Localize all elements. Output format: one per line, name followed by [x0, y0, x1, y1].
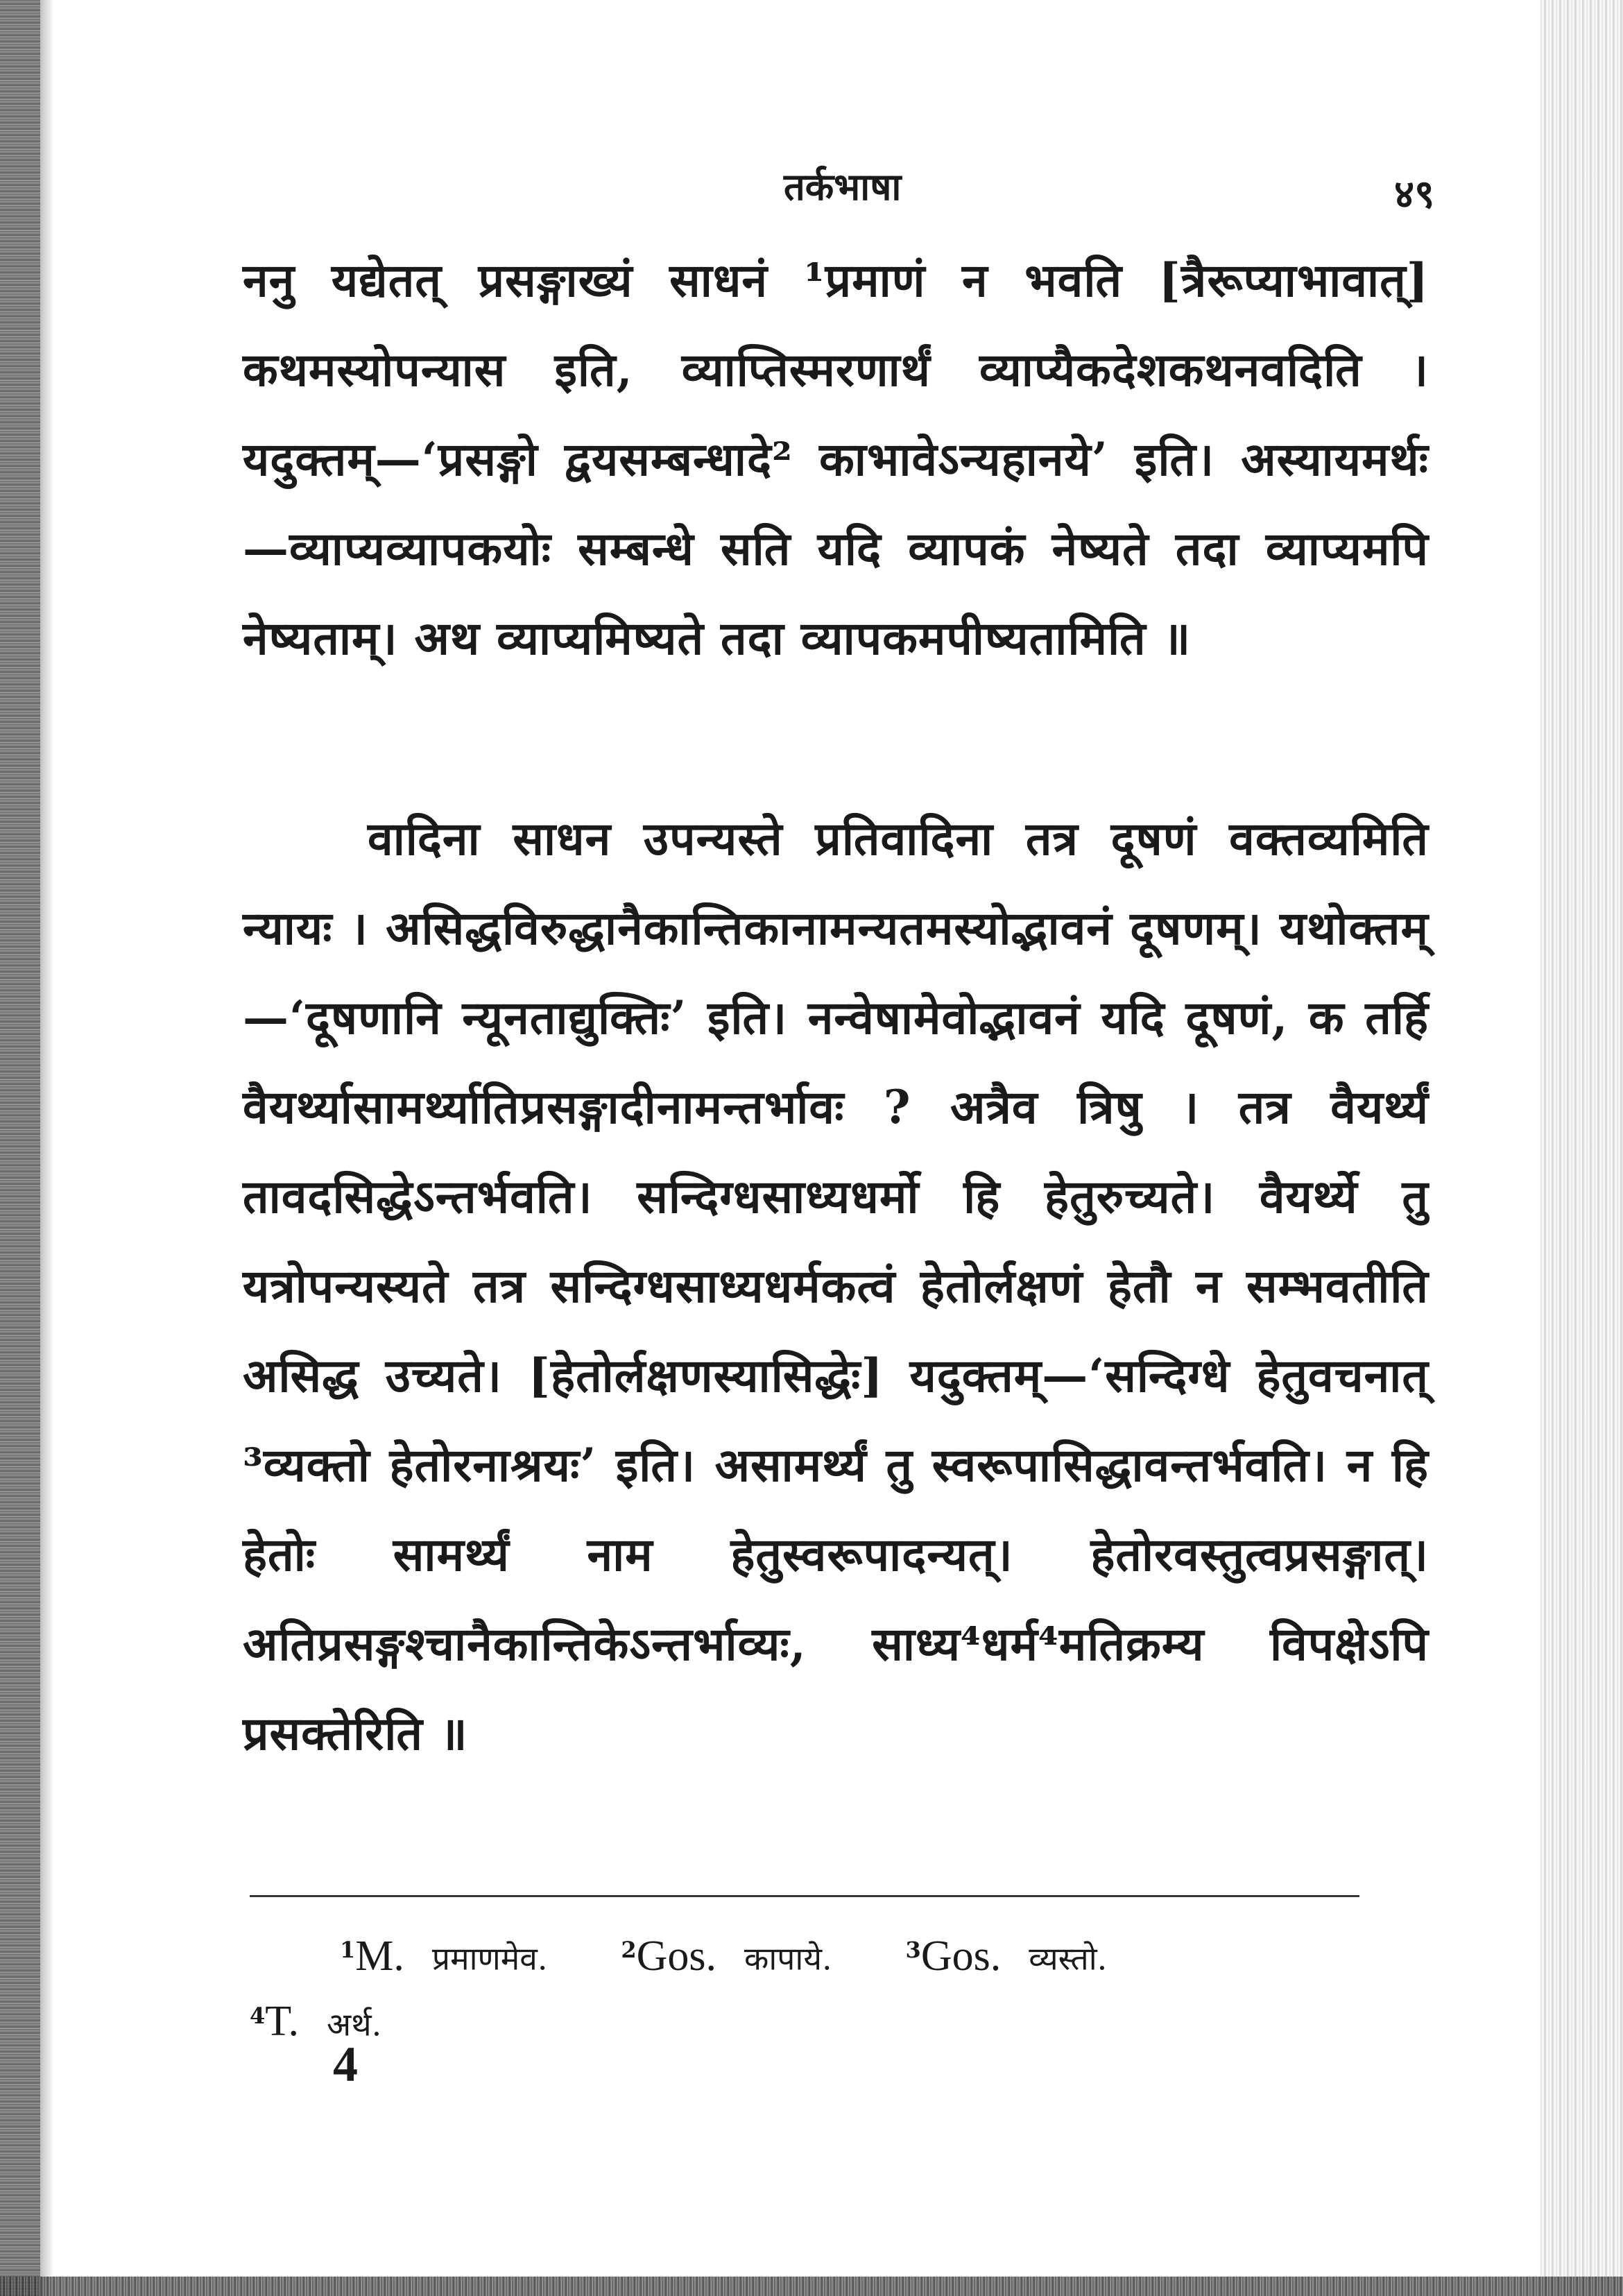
- footnote-number: 1: [340, 1937, 356, 1963]
- scan-border-right: [1540, 0, 1623, 2296]
- footnote-row-1: [250, 1921, 1394, 1987]
- paragraph-2: वादिना साधन उपन्यस्ते प्रतिवादिना तत्र दूषणं वक्तव्यमिति न्यायः । असिद्धविरुद्धानैकान्तिकानामन्यतमस्योद्भावनं दूषणम्। यथोक्तम्—‘दूषणानि न्यूनताद्युक्तिः’ इति। नन्वेषामेवोद्भावनं यदि दूषणं, क तर्हि वैयर्थ्यासामर्थ्यातिप्रसङ्गादीनामन्तर्भावः ? अत्रैव त्रिषु । तत्र वैयर्थ्यं तावदसिद्धेऽन्तर्भवति। सन्दिग्धसाध्यधर्मो हि हेतुरुच्यते। वैयर्थ्ये तु यत्रोपन्यस्यते तत्र सन्दिग्धसाध्यधर्मकत्वं हेतोर्लक्षणं हेतौ न सम्भवतीति असिद्ध उच्यते। [हेतोर्लक्षणस्यासिद्धेः] यदुक्तम्—‘सन्दिग्धे हेतुवचनात् ³व्यक्तो हेतोरनाश्रयः’ इति। असामर्थ्यं तु स्वरूपासिद्धावन्तर्भवति। न हि हेतोः सामर्थ्यं नाम हेतुस्वरूपादन्यत्। हेतोरवस्तुत्वप्रसङ्गात्। अतिप्रसङ्गश्चानैकान्तिकेऽन्तर्भाव्यः, साध्य⁴धर्म⁴मतिक्रम्य विपक्षेऽपि प्रसक्तेरिति ॥: [243, 812, 1429, 1760]
- footnote-source: M.: [355, 1932, 404, 1980]
- page-header: [0, 160, 1623, 215]
- footnote-number: 3: [905, 1937, 921, 1963]
- footnote-reading: कापाये.: [744, 1939, 832, 1978]
- scan-border-bottom: [0, 2277, 1623, 2296]
- paragraph-1: ननु यद्येतत् प्रसङ्गाख्यं साधनं ¹प्रमाणं न भवति [त्रैरूप्याभावात्] कथमस्योपन्यास इति, व्याप्तिस्मरणार्थं व्याप्यैकदेशकथनवदिति । यदुक्तम्—‘प्रसङ्गो द्वयसम्बन्धादे² काभावेऽन्यहानये’ इति। अस्यायमर्थः—व्याप्यव्यापकयोः सम्बन्धे सति यदि व्यापकं नेष्यते तदा व्याप्यमपि नेष्यताम्। अथ व्याप्यमिष्यते तदा व्यापकमपीष्यतामिति ॥: [243, 253, 1429, 665]
- footnote-1: [250, 1921, 547, 1987]
- footnote-source: Gos.: [636, 1932, 717, 1980]
- footnote-source: T.: [265, 1998, 300, 2046]
- footnote-4: [250, 1987, 381, 2053]
- footnote-number: 2: [621, 1937, 637, 1963]
- signature-mark: 4: [333, 2037, 358, 2092]
- scan-border-left: [0, 0, 40, 2296]
- footnotes: [250, 1921, 1394, 2053]
- footnote-reading: प्रमाणमेव.: [431, 1939, 548, 1978]
- scan-shadow-left: [40, 0, 54, 2296]
- footnote-source: Gos.: [920, 1932, 1002, 1980]
- footnote-2: [621, 1921, 832, 1987]
- footnote-reading: व्यस्तो.: [1029, 1939, 1108, 1978]
- footnote-row-2: [250, 1987, 1394, 2053]
- running-title: तर्कभाषा: [784, 164, 902, 209]
- page-number: ४९: [1394, 171, 1435, 217]
- footnote-reading: अर्थ.: [327, 2005, 382, 2044]
- footnote-number: 4: [250, 2002, 266, 2029]
- footnote-3: [906, 1921, 1108, 1987]
- footnote-rule: [250, 1895, 1359, 1897]
